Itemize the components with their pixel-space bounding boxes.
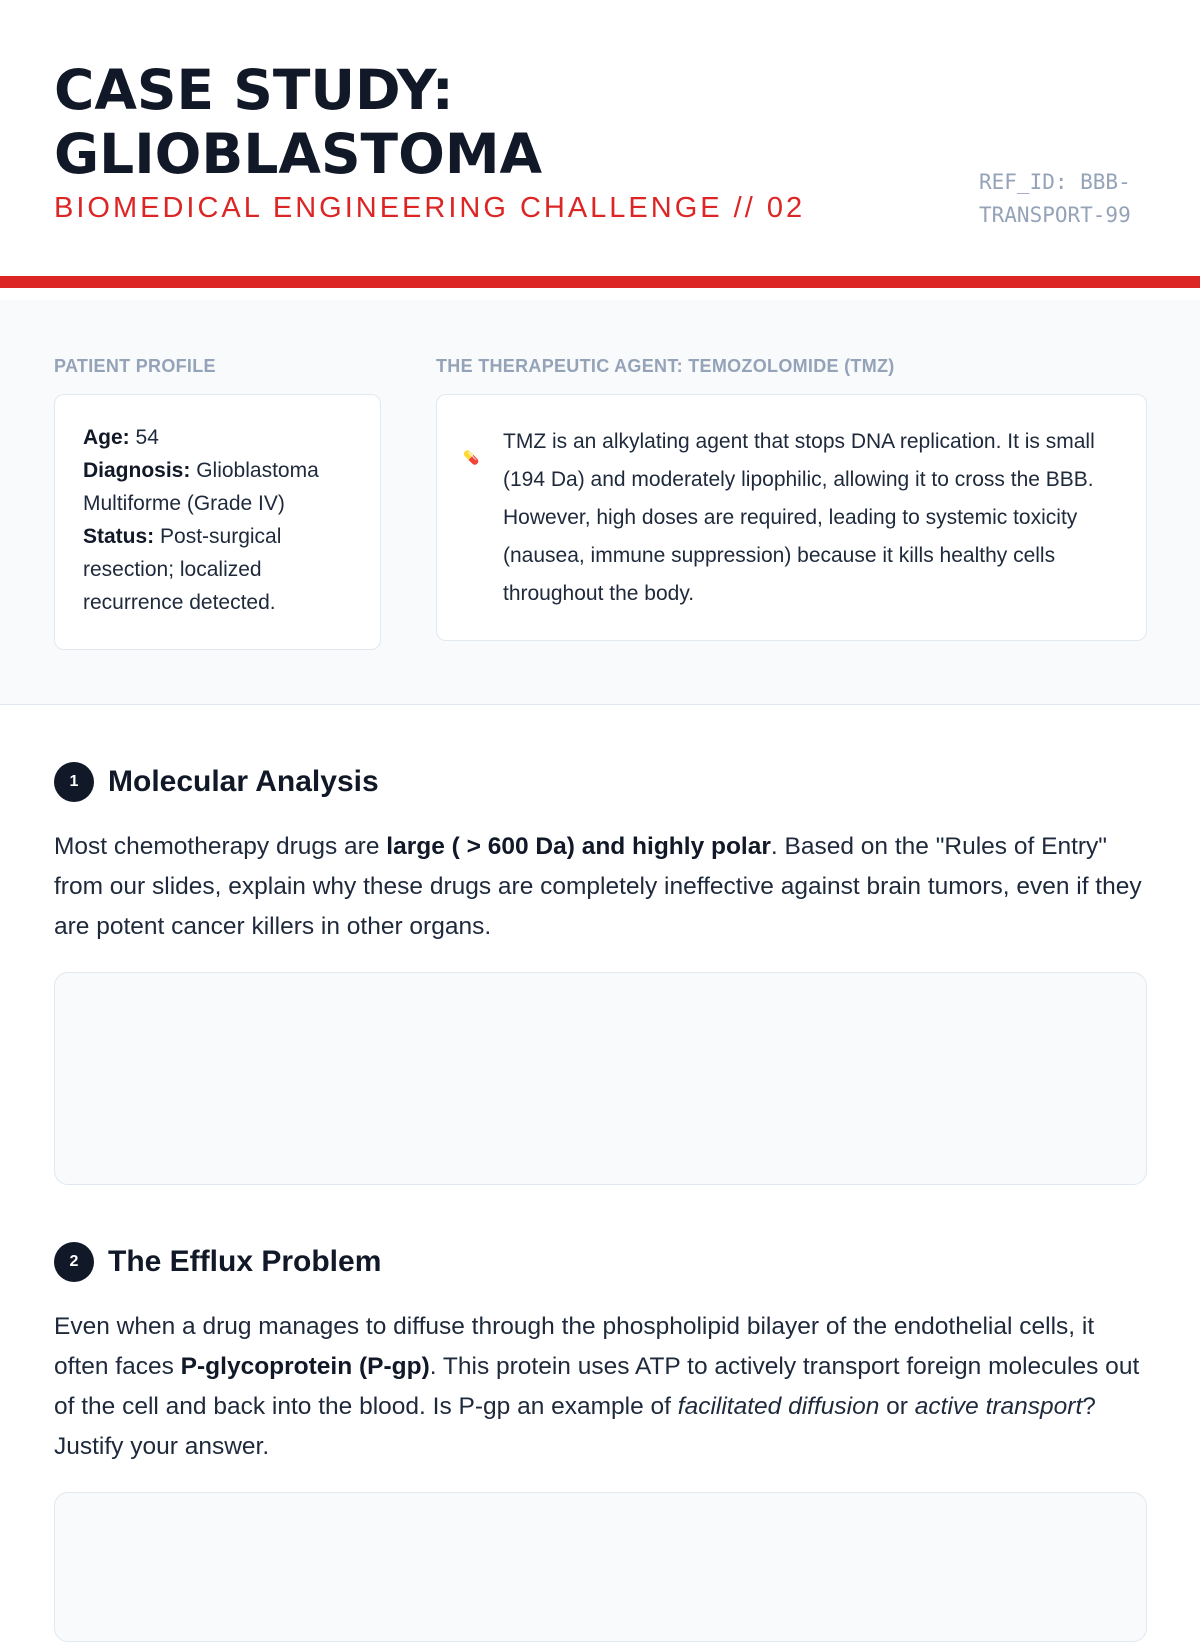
patient-status: Status: Post-surgical resection; localized recurrence detected.: [83, 525, 282, 614]
therapeutic-agent-card: [436, 394, 1147, 641]
question-heading: [54, 1242, 1147, 1282]
answer-box-2[interactable]: [54, 1492, 1147, 1642]
answer-box-1[interactable]: [54, 972, 1147, 1185]
case-info-panel: [0, 300, 1200, 705]
patient-profile-label: PATIENT PROFILE: [54, 356, 216, 376]
patient-diagnosis: Diagnosis: Glioblastoma Multiforme (Grade IV): [83, 459, 319, 515]
patient-age: Age: 54: [83, 426, 159, 449]
question-1: [54, 762, 1147, 947]
title-line-2: GLIOBLASTOMA: [54, 122, 543, 186]
therapeutic-agent-text: TMZ is an alkylating agent that stops DNA replication. It is small (194 Da) and moderately lipophilic, allowing it to cross the BBB. However, high doses are required, leading to systemic toxicity (nausea, immune suppression) because it kills healthy cells throughout the body.: [503, 430, 1095, 605]
pill-icon: 💊: [463, 450, 480, 465]
question-2: [54, 1242, 1147, 1467]
therapeutic-agent-label: THE THERAPEUTIC AGENT: TEMOZOLOMIDE (TMZ): [436, 356, 895, 376]
page-header: [0, 0, 1200, 288]
patient-profile-card: [54, 394, 381, 650]
question-heading: [54, 762, 1147, 802]
question-number-badge: 2: [54, 1242, 94, 1282]
question-text: Most chemotherapy drugs are large ( > 600 Da) and highly polar. Based on the "Rules of Entry" from our slides, explain why these drugs are completely ineffective against brain tumors, even if they are potent cancer killers in other organs.: [54, 833, 1142, 940]
question-text: Even when a drug manages to diffuse through the phospholipid bilayer of the endothelial cells, it often faces P-glycoprotein (P-gp). This protein uses ATP to actively transport foreign molecules out of the cell and back into the blood. Is P-gp an example of facilitated diffusion or active transport? Justify your answer.: [54, 1313, 1140, 1460]
page-title: [54, 58, 542, 186]
reference-id: REF_ID: BBB-TRANSPORT-99: [979, 170, 1131, 227]
question-number-badge: 1: [54, 762, 94, 802]
question-title: Molecular Analysis: [108, 765, 379, 798]
question-title: The Efflux Problem: [108, 1245, 382, 1278]
page-subtitle: BIOMEDICAL ENGINEERING CHALLENGE // 02: [54, 192, 806, 224]
title-line-1: CASE STUDY:: [54, 58, 454, 122]
